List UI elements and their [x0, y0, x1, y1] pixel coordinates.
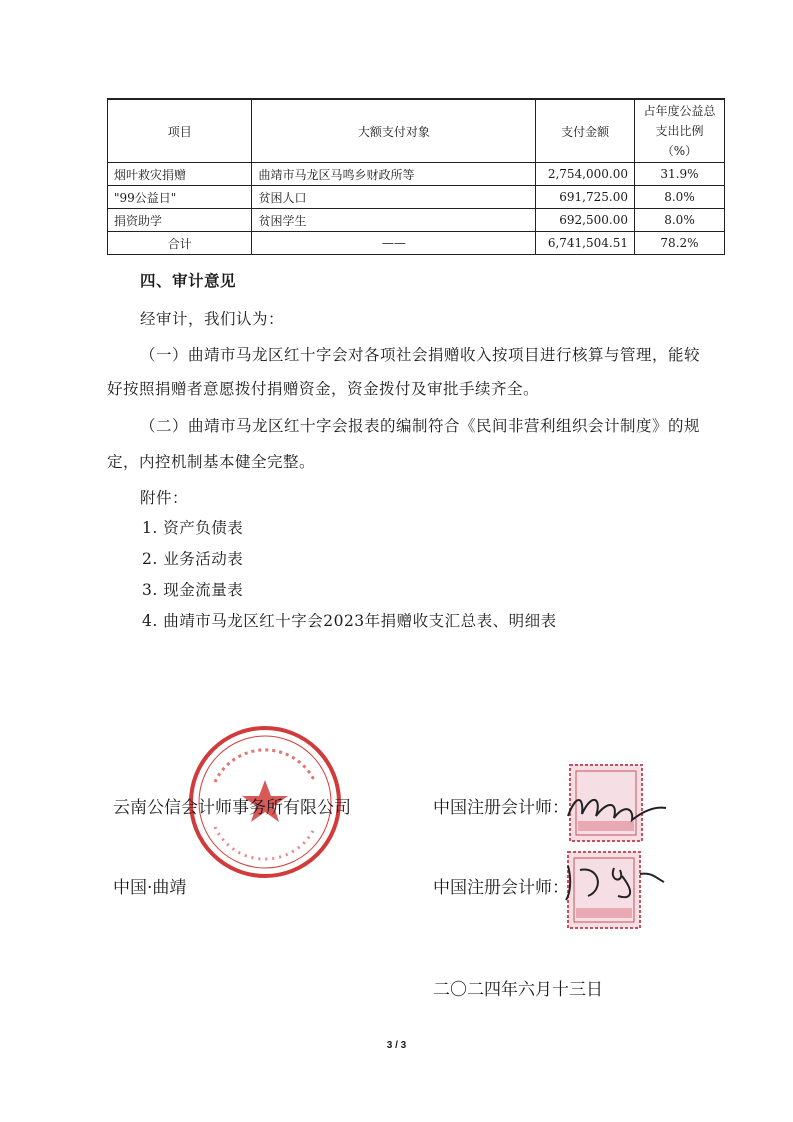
intro-text: 经审计，我们认为： [140, 310, 285, 328]
page-number: 3 / 3 [386, 1040, 407, 1051]
cell-ratio: 78.2% [634, 232, 724, 255]
cell-amount: 2,754,000.00 [536, 163, 635, 186]
attachment-item: 1. 资产负债表 [142, 519, 244, 537]
opinion-2-line-2: 定，内控机制基本健全完整。 [107, 453, 316, 471]
section-title: 四、审计意见 [140, 271, 237, 290]
cell-amount: 692,500.00 [536, 209, 635, 232]
header-ratio: 占年度公益总支出比例（%） [634, 99, 724, 163]
opinion-1-line-1: （一）曲靖市马龙区红十字会对各项社会捐赠收入按项目进行核算与管理，能较 [140, 346, 701, 364]
cell-item: "99公益日" [108, 186, 252, 209]
table-row [108, 209, 725, 232]
firm-location: 中国·曲靖 [113, 878, 187, 898]
attachments-label: 附件： [140, 489, 189, 507]
signature-1 [562, 786, 672, 830]
cpa-label-2: 中国注册会计师： [433, 878, 569, 898]
cell-item: 合计 [108, 232, 252, 255]
header-payee: 大额支付对象 [252, 99, 536, 163]
opinion-1-line-2: 好按照捐赠者意愿拨付捐赠资金，资金拨付及审批手续齐全。 [107, 380, 540, 398]
firm-name: 云南公信会计师事务所有限公司 [113, 798, 351, 818]
signature-2 [560, 860, 670, 904]
header-item: 项目 [108, 99, 252, 163]
cell-payee: 曲靖市马龙区马鸣乡财政所等 [252, 163, 536, 186]
cell-item: 捐资助学 [108, 209, 252, 232]
attachment-item: 3. 现金流量表 [142, 581, 244, 599]
cell-payee: 贫困学生 [252, 209, 536, 232]
cell-payee: —— [252, 232, 536, 255]
attachment-item: 4. 曲靖市马龙区红十字会2023年捐赠收支汇总表、明细表 [142, 612, 557, 630]
cell-ratio: 8.0% [634, 186, 724, 209]
attachment-item: 2. 业务活动表 [142, 550, 244, 568]
cell-ratio: 31.9% [634, 163, 724, 186]
cell-amount: 691,725.00 [536, 186, 635, 209]
table-total-row [108, 232, 725, 255]
opinion-2-line-1: （二）曲靖市马龙区红十字会报表的编制符合《民间非营利组织会计制度》的规 [140, 417, 701, 435]
expenditure-table [107, 98, 725, 255]
cell-payee: 贫困人口 [252, 186, 536, 209]
header-amount: 支付金额 [536, 99, 635, 163]
table-header-row [108, 99, 725, 163]
report-date: 二〇二四年六月十三日 [433, 980, 603, 1000]
cpa-label-1: 中国注册会计师： [433, 798, 569, 818]
cell-item: 烟叶救灾捐赠 [108, 163, 252, 186]
cell-amount: 6,741,504.51 [536, 232, 635, 255]
table-row [108, 163, 725, 186]
cell-ratio: 8.0% [634, 209, 724, 232]
table-row [108, 186, 725, 209]
